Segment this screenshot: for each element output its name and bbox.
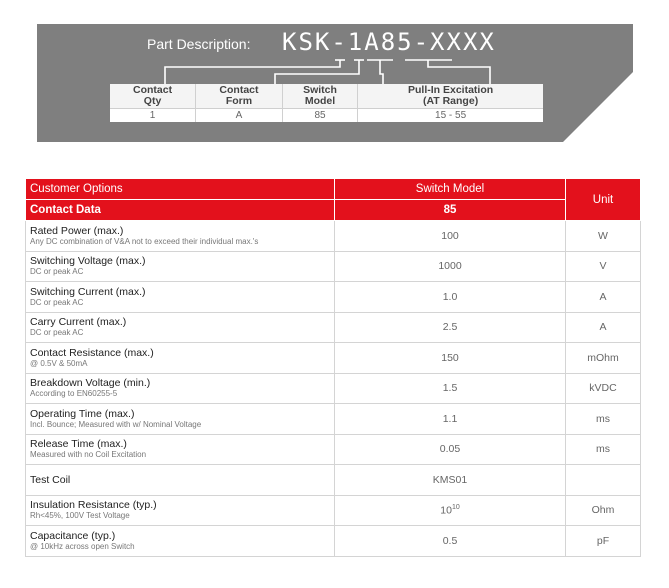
param-desc: Measured with no Coil Excitation	[30, 450, 147, 460]
value-contact-form: A	[196, 109, 283, 123]
param-name: Release Time (max.)	[30, 438, 127, 451]
param-value: 1000	[335, 251, 566, 282]
param-unit: A	[566, 282, 641, 313]
param-desc: Rh<45%, 100V Test Voltage	[30, 511, 130, 521]
table-row	[26, 251, 641, 282]
header-contact-qty: Contact Qty	[110, 84, 196, 109]
param-desc: Any DC combination of V&A not to exceed their individual max.'s	[30, 236, 259, 246]
value-switch-model: 85	[282, 109, 357, 123]
param-cell	[26, 282, 335, 313]
param-unit: kVDC	[566, 373, 641, 404]
param-name: Operating Time (max.)	[30, 407, 135, 420]
param-cell	[26, 404, 335, 435]
param-desc: According to EN60255-5	[30, 389, 118, 399]
param-cell	[26, 251, 335, 282]
param-cell	[26, 312, 335, 343]
param-unit: A	[566, 312, 641, 343]
unit-header: Unit	[566, 179, 641, 221]
param-cell	[26, 373, 335, 404]
param-unit: W	[566, 221, 641, 252]
param-desc: @ 0.5V & 50mA	[30, 358, 88, 368]
param-name: Insulation Resistance (typ.)	[30, 499, 157, 512]
param-cell	[26, 495, 335, 526]
param-name: Carry Current (max.)	[30, 316, 127, 329]
param-name: Contact Resistance (max.)	[30, 346, 154, 359]
header-contact-form: Contact Form	[196, 84, 283, 109]
param-unit: V	[566, 251, 641, 282]
table-row	[26, 343, 641, 374]
param-desc: DC or peak AC	[30, 267, 84, 277]
param-cell	[26, 526, 335, 557]
param-value: 150	[335, 343, 566, 374]
param-value: KMS01	[335, 465, 566, 496]
header-pull-in-excitation: Pull-In Excitation (AT Range)	[358, 84, 543, 109]
param-value: 2.5	[335, 312, 566, 343]
param-unit: Ohm	[566, 495, 641, 526]
table-row	[26, 465, 641, 496]
table-row	[26, 526, 641, 557]
table-row	[26, 282, 641, 313]
param-value: 1.0	[335, 282, 566, 313]
switch-model-header: Switch Model	[335, 179, 566, 200]
customer-options-header: Customer Options	[26, 179, 335, 200]
header-switch-model: Switch Model	[282, 84, 357, 109]
table-row	[26, 312, 641, 343]
param-desc: Incl. Bounce; Measured with w/ Nominal Voltage	[30, 419, 202, 429]
part-description-label: Part Description:	[147, 36, 251, 52]
part-breakdown-table	[110, 84, 543, 122]
specification-table	[25, 178, 641, 557]
contact-data-header: Contact Data	[26, 200, 335, 221]
value-pull-in-excitation: 15 - 55	[358, 109, 543, 123]
param-desc: DC or peak AC	[30, 328, 84, 338]
param-name: Switching Voltage (max.)	[30, 255, 146, 268]
param-unit: ms	[566, 434, 641, 465]
param-cell	[26, 465, 335, 496]
param-name: Switching Current (max.)	[30, 285, 146, 298]
param-name: Rated Power (max.)	[30, 224, 124, 237]
param-value: 1.5	[335, 373, 566, 404]
param-value: 100	[335, 221, 566, 252]
model-number-header: 85	[335, 200, 566, 221]
table-row	[26, 373, 641, 404]
param-cell	[26, 221, 335, 252]
param-cell	[26, 343, 335, 374]
value-base: 10	[440, 504, 452, 517]
param-value: 0.05	[335, 434, 566, 465]
table-row	[26, 404, 641, 435]
param-name: Test Coil	[30, 473, 71, 486]
param-desc: @ 10kHz across open Switch	[30, 541, 135, 551]
param-unit: pF	[566, 526, 641, 557]
table-row	[26, 434, 641, 465]
param-unit: mOhm	[566, 343, 641, 374]
part-number-code: KSK-1A85-XXXX	[282, 28, 496, 56]
param-unit: ms	[566, 404, 641, 435]
value-contact-qty: 1	[110, 109, 196, 123]
param-desc: DC or peak AC	[30, 297, 84, 307]
param-cell	[26, 434, 335, 465]
table-row	[26, 495, 641, 526]
param-value	[335, 495, 566, 526]
table-row	[26, 221, 641, 252]
param-value: 1.1	[335, 404, 566, 435]
value-exponent: 10	[451, 504, 460, 511]
part-description-banner	[37, 24, 633, 142]
param-name: Breakdown Voltage (min.)	[30, 377, 151, 390]
param-unit	[566, 465, 641, 496]
param-name: Capacitance (typ.)	[30, 529, 116, 542]
param-value: 0.5	[335, 526, 566, 557]
